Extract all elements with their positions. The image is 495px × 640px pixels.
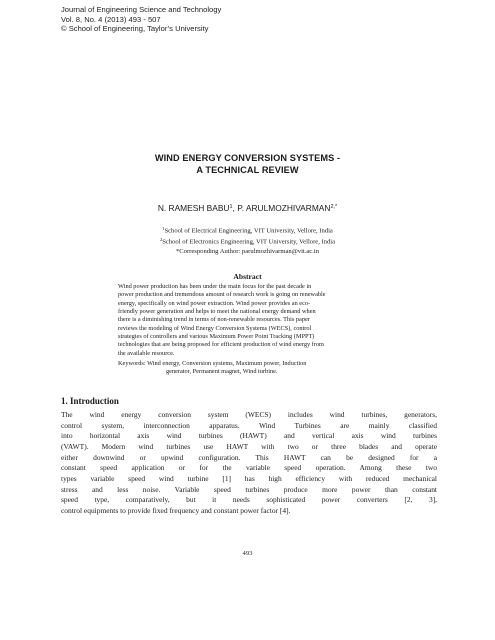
affiliation-2-mark: 2 — [159, 237, 163, 243]
abstract-line: power production and tremendous amount of research work is going on renewable — [118, 291, 326, 299]
author-1-affiliation-mark: 1 — [229, 204, 233, 210]
body-line: types variable speed wind turbine [1] has high efficiency with reduced mechanical — [61, 473, 437, 483]
author-1: N. RAMESH BABU — [157, 203, 230, 213]
affiliation-1 — [0, 225, 495, 236]
body-line: The wind energy conversion system (WECS) includes wind turbines, generators, — [61, 410, 437, 419]
author-2: P. ARULMOZHIVARMAN — [237, 203, 331, 213]
author-list — [0, 203, 495, 213]
page-number: 493 — [242, 550, 253, 557]
body-line: either downwind or upwind configuration. This HAWT can be designed for a — [61, 452, 437, 462]
corresponding-author: *Corresponding Author: parulmozhivarman@vit.ac.in — [175, 247, 320, 255]
abstract-heading: Abstract — [233, 272, 262, 281]
introduction-body — [61, 410, 437, 517]
abstract-line: technologies that are being proposed for efficient production of wind energy from — [118, 341, 324, 349]
section-heading-introduction: 1. Introduction — [61, 396, 119, 406]
journal-name: Journal of Engineering Science and Technology — [61, 5, 222, 14]
abstract-body — [118, 283, 376, 358]
body-line: stress and less noise. Variable speed turbines produce more power than constant — [61, 484, 437, 494]
author-separator: , — [232, 203, 238, 213]
keywords — [118, 360, 376, 377]
abstract-line: energy, specifically on wind power extraction. Wind power provides an eco- — [118, 299, 311, 307]
affiliation-2-text: School of Electronics Engineering, VIT University, Vellore, India — [162, 238, 336, 246]
body-line: speed type, comparatively, but it needs sophisticated power converters [2, 3], — [61, 495, 437, 505]
paper-title — [0, 152, 495, 176]
abstract-line: there is a diminishing trend in terms of non-renewable resources. This paper — [118, 316, 310, 324]
author-2-affiliation-mark: 2,* — [330, 204, 338, 210]
body-line: control system, interconnection apparatus. Wind Turbines are mainly classified — [61, 420, 437, 430]
affiliation-1-text: School of Electrical Engineering, VIT University, Vellore, India — [164, 227, 333, 235]
title-line-2: A TECHNICAL REVIEW — [196, 165, 299, 175]
journal-volume: Vol. 8, No. 4 (2013) 493 - 507 — [61, 14, 161, 24]
affiliation-1-mark: 1 — [162, 226, 165, 231]
affiliations — [0, 225, 495, 256]
abstract-line: the available resource. — [118, 349, 175, 357]
abstract-line: Wind power production has been under the main focus for the past decade in — [118, 283, 312, 290]
affiliation-2 — [0, 236, 495, 247]
abstract-line: reviews the modeling of Wind Energy Conversion Systems (WECS), control — [118, 324, 312, 332]
abstract-line: strategies of controllers and various Maximum Power Point Tracking (MPPT) — [118, 333, 315, 341]
body-line: into horizontal axis wind turbines (HAWT) and vertical axis wind turbines — [61, 431, 437, 441]
keywords-line-1: Keywords: Wind energy, Conversion systems, Maximum power, Induction — [118, 360, 307, 367]
title-line-1: WIND ENERGY CONVERSION SYSTEMS - — [154, 153, 341, 163]
journal-copyright: © School of Engineering, Taylor’s University — [61, 24, 209, 34]
journal-header — [61, 5, 221, 34]
abstract-line: friendly power generation and helps to meet the national energy demand when — [118, 308, 316, 316]
keywords-line-2: generator, Permanent magnet, Wind turbine. — [166, 368, 278, 376]
body-line: control equipments to provide fixed frequency and constant power factor [4]. — [61, 505, 291, 515]
body-line: constant speed application or for the variable speed operation. Among these two — [61, 463, 437, 473]
body-line: (VAWT). Modern wind turbines use HAWT with two or three blades and operate — [61, 441, 437, 451]
